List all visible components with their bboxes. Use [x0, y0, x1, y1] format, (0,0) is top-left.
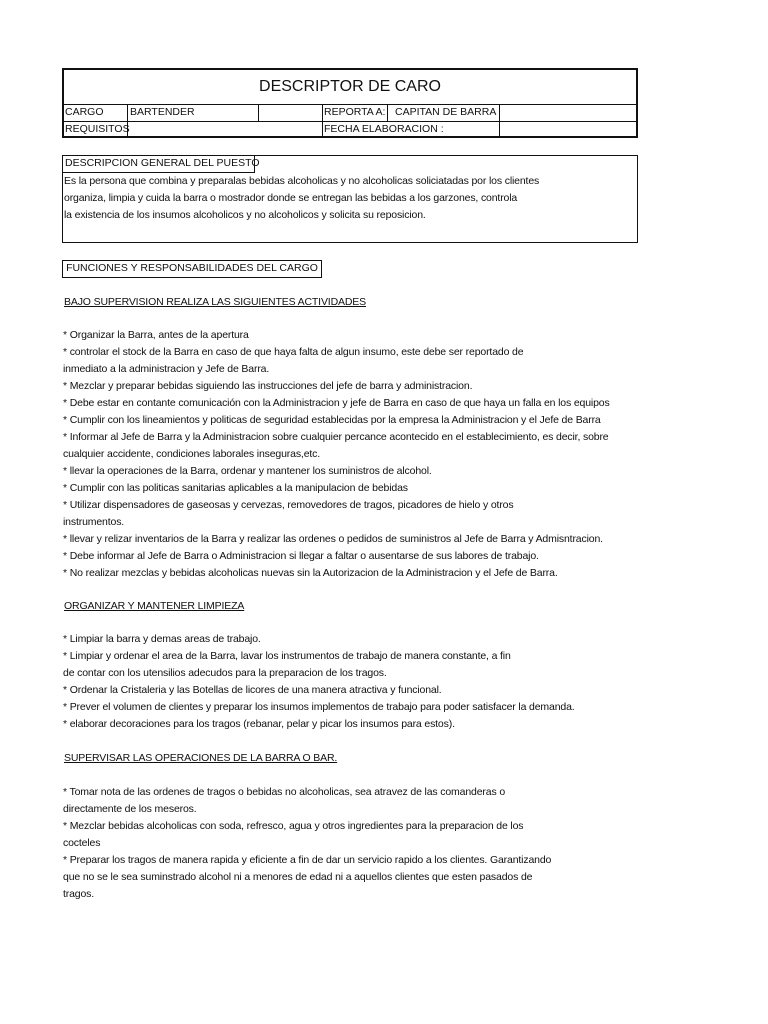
list-item: cocteles	[63, 837, 101, 849]
fecha-label: FECHA ELABORACION :	[324, 123, 444, 135]
list-item: * elaborar decoraciones para los tragos (rebanar, pelar y picar los insumos para estos).	[63, 718, 455, 730]
description-line: la existencia de los insumos alcoholicos y no alcoholicos y solicita su reposicion.	[64, 209, 426, 221]
list-item: * Cumplir con las politicas sanitarias aplicables a la manipulacion de bebidas	[63, 482, 408, 494]
list-item: inmediato a la administracion y Jefe de Barra.	[63, 363, 270, 375]
list-item: * No realizar mezclas y bebidas alcoholicas nuevas sin la Autorizacion de la Administracion y el Jefe de Barra.	[63, 567, 558, 579]
cleaning-activities-list	[63, 631, 575, 733]
description-box	[62, 155, 638, 243]
section-heading-limpieza: ORGANIZAR Y MANTENER LIMPIEZA	[64, 600, 245, 612]
cargo-label: CARGO	[65, 106, 104, 118]
list-item: * controlar el stock de la Barra en caso de que haya falta de algun insumo, este debe ser reportado de	[63, 346, 524, 358]
list-item: que no se le sea suminstrado alcohol ni a menores de edad ni a aquellos clientes que esten pasados de	[63, 871, 533, 883]
description-label: DESCRIPCION GENERAL DEL PUESTO	[63, 156, 255, 173]
description-line: Es la persona que combina y preparalas bebidas alcoholicas y no alcoholicas soliciatadas por los clientes	[64, 175, 540, 187]
list-item: de contar con los utensilios adecudos para la preparacion de los tragos.	[63, 667, 387, 679]
supervision-activities-list	[63, 327, 610, 582]
list-item: * Organizar la Barra, antes de la apertura	[63, 329, 249, 341]
requisitos-label: REQUISITOS	[65, 123, 130, 135]
functions-title-box: FUNCIONES Y RESPONSABILIDADES DEL CARGO	[62, 260, 322, 278]
list-item: * Debe informar al Jefe de Barra o Administracion si llegar a faltar o ausentarse de sus labores de trabajo.	[63, 550, 539, 562]
list-item: * Debe estar en contante comunicación con la Administracion y jefe de Barra en caso de que haya un falla en los equipos	[63, 397, 610, 409]
section-heading-operaciones: SUPERVISAR LAS OPERACIONES DE LA BARRA O BAR.	[64, 752, 338, 764]
list-item: instrumentos.	[63, 516, 125, 528]
reporta-label: REPORTA A:	[324, 106, 386, 118]
list-item: * Ordenar la Cristaleria y las Botellas de licores de una manera atractiva y funcional.	[63, 684, 442, 696]
list-item: directamente de los meseros.	[63, 803, 197, 815]
list-item: * llevar y relizar inventarios de la Barra y realizar las ordenes o pedidos de suministros al Jefe de Barra y Admisntracion.	[63, 533, 603, 545]
table-divider	[499, 104, 500, 138]
section-heading-supervision: BAJO SUPERVISION REALIZA LAS SIGUIENTES ACTIVIDADES	[64, 296, 366, 308]
list-item: * Preparar los tragos de manera rapida y eficiente a fin de dar un servicio rapido a los clientes. Garantizando	[63, 854, 552, 866]
list-item: cualquier accidente, condiciones laborales inseguras,etc.	[63, 448, 321, 460]
list-item: * Limpiar la barra y demas areas de trabajo.	[63, 633, 261, 645]
table-divider	[258, 104, 259, 121]
description-line: organiza, limpia y cuida la barra o mostrador donde se entregan las bebidas a los garzones, controla	[64, 192, 518, 204]
table-divider	[322, 104, 323, 138]
list-item: * Cumplir con los lineamientos y politicas de seguridad establecidas por la empresa la Administracion y el Jefe de Barra	[63, 414, 601, 426]
list-item: * Limpiar y ordenar el area de la Barra, lavar los instrumentos de trabajo de manera constante, a fin	[63, 650, 511, 662]
list-item: * Prever el volumen de clientes y preparar los insumos implementos de trabajo para poder satisfacer la demanda.	[63, 701, 575, 713]
list-item: * Informar al Jefe de Barra y la Administracion sobre cualquier percance acontecido en el establecimiento, es decir, sobre	[63, 431, 609, 443]
list-item: * Utilizar dispensadores de gaseosas y cervezas, removedores de tragos, picadores de hielo y otros	[63, 499, 514, 511]
list-item: * Mezclar y preparar bebidas siguiendo las instrucciones del jefe de barra y administracion.	[63, 380, 473, 392]
header-table	[62, 68, 638, 138]
cargo-value: BARTENDER	[130, 106, 195, 118]
reporta-value: CAPITAN DE BARRA	[395, 106, 497, 118]
document-title: DESCRIPTOR DE CARO	[64, 70, 636, 105]
list-item: * Mezclar bebidas alcoholicas con soda, refresco, agua y otros ingredientes para la preparacion de los	[63, 820, 524, 832]
list-item: * llevar la operaciones de la Barra, ordenar y mantener los suministros de alcohol.	[63, 465, 432, 477]
bar-operations-list	[63, 784, 551, 903]
table-divider	[387, 104, 388, 121]
list-item: tragos.	[63, 888, 95, 900]
list-item: * Tomar nota de las ordenes de tragos o bebidas no alcoholicas, sea atravez de las comanderas o	[63, 786, 506, 798]
